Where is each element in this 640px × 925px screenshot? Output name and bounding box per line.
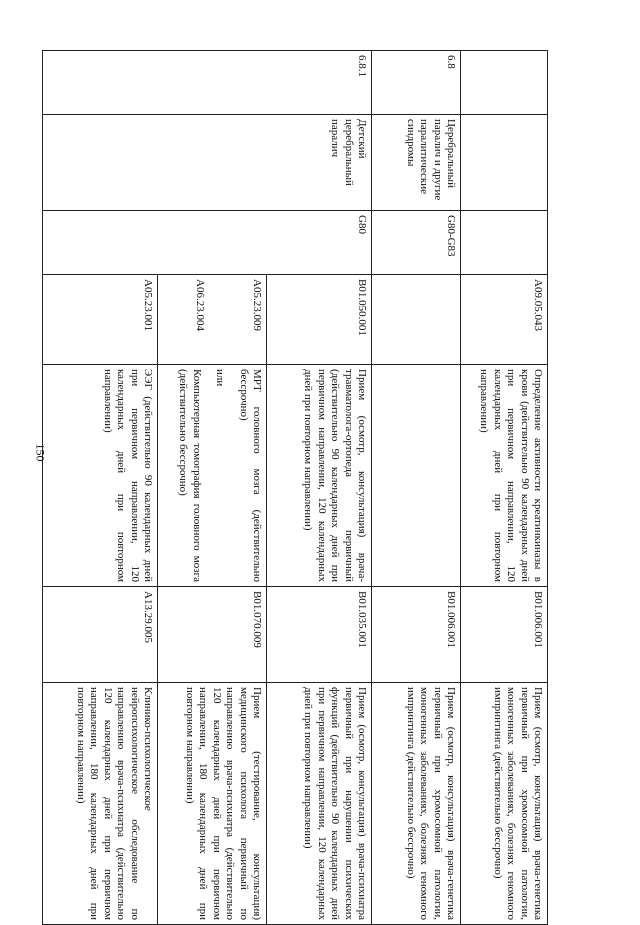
spacer [228, 279, 250, 360]
row-number [43, 51, 158, 115]
table-row [158, 51, 267, 925]
service-description: Определение активности креатинкиназы в крови (действительно 90 календарных дней при первичном направлении, 120 календарных дней при повторном направлении) [461, 365, 548, 587]
disease-name [158, 115, 267, 211]
consult-description: Прием (осмотр, консультация) врача-генетика первичный при хромосомной патологии, моногенных заболеваниях, болезнях геномного импринтинга (действительно бессрочно) [372, 683, 461, 925]
table-row [43, 51, 158, 925]
services-table [42, 50, 548, 925]
icd-code: G80 [267, 211, 372, 275]
consult-description: Прием (тестирование, консультация) медицинского психолога первичный по направлению врача-психиатра (действительно 120 календарных дней при первичном направлении, 180 календарных дней при повторном направлении) [158, 683, 267, 925]
page-number: 150 [33, 443, 48, 462]
consult-description: Прием (осмотр, консультация) врача-генетика первичный при хромосомной патологии, моногенных заболеваниях, болезнях геномного импринтинга (действительно бессрочно) [461, 683, 548, 925]
consult-description: Прием (осмотр, консультация) врача-психиатра первичный при нарушении психических функций (действительно 90 календарных дней при первичном направлении, 120 календарных дней при повторном направлении) [267, 683, 372, 925]
service-code-cell [158, 275, 267, 365]
service-description: ЭЭГ (действительно 90 календарных дней при первичном направлении, 120 календарных дней при повторном направлении) [43, 365, 158, 587]
service-description [372, 365, 461, 587]
disease-name [461, 115, 548, 211]
table-row [267, 51, 372, 925]
icd-code [158, 211, 267, 275]
table-row [461, 51, 548, 925]
service-code: B01.050.001 [267, 275, 372, 365]
row-number [158, 51, 267, 115]
disease-name [43, 115, 158, 211]
service-code [372, 275, 461, 365]
spacer [206, 279, 228, 360]
consult-code: B01.006.001 [372, 587, 461, 683]
consult-code: B01.070.009 [158, 587, 267, 683]
service-code: A05.23.001 [43, 275, 158, 365]
landscape-sheet [74, 50, 548, 924]
icd-code [461, 211, 548, 275]
consult-code: B01.006.001 [461, 587, 548, 683]
row-number [461, 51, 548, 115]
icd-code: G80-G83 [372, 211, 461, 275]
consult-code: A13.29.005 [43, 587, 158, 683]
consult-description: Клинико-психологическое нейропсихологическое обследование по направлению врача-психиатра (действительно 120 календарных дней при первичном направлении, 180 календарных дней при повторном направлении) [43, 683, 158, 925]
or-label: или [214, 369, 227, 387]
row-number: 6.8 [372, 51, 461, 115]
table-row [372, 51, 461, 925]
row-number: 6.8.1 [267, 51, 372, 115]
disease-name: Детский церебральный паралич [267, 115, 372, 211]
disease-name: Церебральный паралич и другие паралитические синдромы [372, 115, 461, 211]
service-description-cell [158, 365, 267, 587]
service-description: МРТ головного мозга (действительно бессрочно) [237, 369, 263, 582]
service-code-alt: A06.23.004 [193, 279, 206, 331]
icd-code [43, 211, 158, 275]
service-code: A05.23.009 [251, 279, 263, 331]
rotated-table-container [74, 50, 548, 924]
service-description-alt: Компьютерная томография головного мозга (действительно бессрочно) [177, 369, 203, 582]
service-description: Прием (осмотр, консультация) врача-травматолога-ортопеда первичный (действительно 90 календарных дней при первичном направлении, 120 календарных дней при повторном направлении) [267, 365, 372, 587]
service-code: A09.05.043 [461, 275, 548, 365]
consult-code: B01.035.001 [267, 587, 372, 683]
